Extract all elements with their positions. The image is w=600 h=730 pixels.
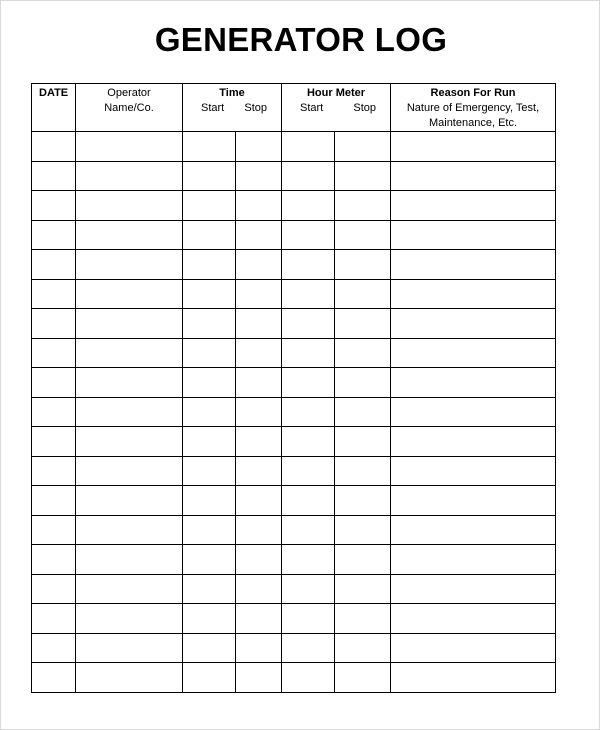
reason-cell[interactable] (391, 220, 556, 250)
time-start-cell[interactable] (183, 161, 236, 191)
header-time-label: Time (219, 87, 245, 99)
header-hour-start: Start (300, 102, 324, 114)
reason-cell[interactable] (391, 545, 556, 575)
hour-start-cell[interactable] (282, 545, 335, 575)
hour-stop-cell[interactable] (335, 486, 391, 516)
table-row (32, 161, 556, 191)
table-row (32, 338, 556, 368)
date-cell[interactable] (32, 397, 76, 427)
reason-cell[interactable] (391, 574, 556, 604)
operator-cell[interactable] (76, 397, 183, 427)
hour-stop-cell[interactable] (335, 338, 391, 368)
log-body (32, 132, 556, 693)
date-cell[interactable] (32, 338, 76, 368)
hour-stop-cell[interactable] (335, 368, 391, 398)
date-cell[interactable] (32, 250, 76, 280)
time-stop-cell[interactable] (236, 456, 282, 486)
date-cell[interactable] (32, 456, 76, 486)
header-date: DATE (32, 84, 76, 132)
operator-cell[interactable] (76, 663, 183, 693)
time-stop-cell[interactable] (236, 191, 282, 221)
date-cell[interactable] (32, 191, 76, 221)
hour-stop-cell[interactable] (335, 456, 391, 486)
hour-stop-cell[interactable] (335, 132, 391, 162)
time-start-cell[interactable] (183, 427, 236, 457)
hour-start-cell[interactable] (282, 309, 335, 339)
reason-cell[interactable] (391, 250, 556, 280)
header-hour-meter (282, 84, 391, 132)
table-row (32, 250, 556, 280)
date-cell[interactable] (32, 279, 76, 309)
operator-cell[interactable] (76, 132, 183, 162)
date-cell[interactable] (32, 161, 76, 191)
time-stop-cell[interactable] (236, 663, 282, 693)
table-header-row (32, 84, 556, 132)
time-start-cell[interactable] (183, 633, 236, 663)
hour-start-cell[interactable] (282, 663, 335, 693)
reason-cell[interactable] (391, 486, 556, 516)
header-time-start: Start (201, 102, 225, 114)
hour-stop-cell[interactable] (335, 663, 391, 693)
time-stop-cell[interactable] (236, 220, 282, 250)
hour-stop-cell[interactable] (335, 545, 391, 575)
operator-cell[interactable] (76, 220, 183, 250)
time-stop-cell[interactable] (236, 604, 282, 634)
operator-cell[interactable] (76, 279, 183, 309)
reason-cell[interactable] (391, 427, 556, 457)
header-operator-line1: Operator (107, 87, 151, 99)
time-stop-cell[interactable] (236, 515, 282, 545)
operator-cell[interactable] (76, 633, 183, 663)
operator-cell[interactable] (76, 604, 183, 634)
hour-start-cell[interactable] (282, 161, 335, 191)
operator-cell[interactable] (76, 368, 183, 398)
table-row (32, 397, 556, 427)
time-stop-cell[interactable] (236, 427, 282, 457)
time-start-cell[interactable] (183, 279, 236, 309)
table-row (32, 279, 556, 309)
operator-cell[interactable] (76, 456, 183, 486)
date-cell[interactable] (32, 574, 76, 604)
reason-cell[interactable] (391, 161, 556, 191)
reason-cell[interactable] (391, 663, 556, 693)
reason-cell[interactable] (391, 456, 556, 486)
header-reason-label: Reason For Run (430, 87, 516, 99)
hour-stop-cell[interactable] (335, 515, 391, 545)
time-start-cell[interactable] (183, 663, 236, 693)
time-stop-cell[interactable] (236, 574, 282, 604)
date-cell[interactable] (32, 220, 76, 250)
hour-start-cell[interactable] (282, 633, 335, 663)
table-row (32, 486, 556, 516)
operator-cell[interactable] (76, 486, 183, 516)
time-stop-cell[interactable] (236, 633, 282, 663)
hour-stop-cell[interactable] (335, 574, 391, 604)
date-cell[interactable] (32, 132, 76, 162)
table-row (32, 456, 556, 486)
hour-start-cell[interactable] (282, 250, 335, 280)
date-cell[interactable] (32, 427, 76, 457)
hour-start-cell[interactable] (282, 486, 335, 516)
time-start-cell[interactable] (183, 250, 236, 280)
reason-cell[interactable] (391, 397, 556, 427)
time-start-cell[interactable] (183, 545, 236, 575)
date-cell[interactable] (32, 545, 76, 575)
header-reason (391, 84, 556, 132)
operator-cell[interactable] (76, 545, 183, 575)
time-stop-cell[interactable] (236, 397, 282, 427)
hour-stop-cell[interactable] (335, 604, 391, 634)
time-start-cell[interactable] (183, 574, 236, 604)
date-cell[interactable] (32, 515, 76, 545)
hour-start-cell[interactable] (282, 279, 335, 309)
date-cell[interactable] (32, 309, 76, 339)
hour-stop-cell[interactable] (335, 279, 391, 309)
table-row (32, 309, 556, 339)
reason-cell[interactable] (391, 132, 556, 162)
operator-cell[interactable] (76, 250, 183, 280)
time-start-cell[interactable] (183, 338, 236, 368)
date-cell[interactable] (32, 663, 76, 693)
table-row (32, 663, 556, 693)
time-stop-cell[interactable] (236, 338, 282, 368)
table-row (32, 633, 556, 663)
time-start-cell[interactable] (183, 368, 236, 398)
reason-cell[interactable] (391, 338, 556, 368)
header-time (183, 84, 282, 132)
header-reason-line3: Maintenance, Etc. (428, 117, 518, 129)
hour-start-cell[interactable] (282, 397, 335, 427)
time-start-cell[interactable] (183, 132, 236, 162)
hour-start-cell[interactable] (282, 368, 335, 398)
date-cell[interactable] (32, 604, 76, 634)
operator-cell[interactable] (76, 338, 183, 368)
operator-cell[interactable] (76, 427, 183, 457)
hour-start-cell[interactable] (282, 604, 335, 634)
reason-cell[interactable] (391, 279, 556, 309)
header-time-stop: Stop (244, 102, 267, 114)
table-row (32, 220, 556, 250)
hour-start-cell[interactable] (282, 574, 335, 604)
reason-cell[interactable] (391, 633, 556, 663)
time-start-cell[interactable] (183, 397, 236, 427)
time-stop-cell[interactable] (236, 132, 282, 162)
table-row (32, 191, 556, 221)
time-stop-cell[interactable] (236, 486, 282, 516)
hour-stop-cell[interactable] (335, 427, 391, 457)
date-cell[interactable] (32, 633, 76, 663)
table-row (32, 515, 556, 545)
table-row (32, 132, 556, 162)
header-operator (76, 84, 183, 132)
hour-stop-cell[interactable] (335, 250, 391, 280)
operator-cell[interactable] (76, 309, 183, 339)
header-reason-line2: Nature of Emergency, Test, (406, 102, 540, 114)
reason-cell[interactable] (391, 604, 556, 634)
reason-cell[interactable] (391, 515, 556, 545)
table-row (32, 427, 556, 457)
time-stop-cell[interactable] (236, 279, 282, 309)
hour-stop-cell[interactable] (335, 220, 391, 250)
header-operator-line2: Name/Co. (104, 102, 154, 114)
time-stop-cell[interactable] (236, 250, 282, 280)
time-start-cell[interactable] (183, 456, 236, 486)
time-start-cell[interactable] (183, 191, 236, 221)
time-start-cell[interactable] (183, 309, 236, 339)
time-start-cell[interactable] (183, 515, 236, 545)
hour-stop-cell[interactable] (335, 633, 391, 663)
time-stop-cell[interactable] (236, 545, 282, 575)
hour-start-cell[interactable] (282, 427, 335, 457)
time-stop-cell[interactable] (236, 368, 282, 398)
hour-stop-cell[interactable] (335, 309, 391, 339)
generator-log-table (31, 83, 556, 693)
time-start-cell[interactable] (183, 604, 236, 634)
table-row (32, 368, 556, 398)
hour-start-cell[interactable] (282, 338, 335, 368)
time-start-cell[interactable] (183, 486, 236, 516)
hour-stop-cell[interactable] (335, 191, 391, 221)
table-row (32, 574, 556, 604)
header-hour-meter-label: Hour Meter (306, 87, 366, 99)
hour-start-cell[interactable] (282, 515, 335, 545)
hour-start-cell[interactable] (282, 456, 335, 486)
hour-start-cell[interactable] (282, 132, 335, 162)
date-cell[interactable] (32, 368, 76, 398)
operator-cell[interactable] (76, 574, 183, 604)
hour-stop-cell[interactable] (335, 397, 391, 427)
hour-start-cell[interactable] (282, 220, 335, 250)
operator-cell[interactable] (76, 161, 183, 191)
time-stop-cell[interactable] (236, 309, 282, 339)
table-row (32, 545, 556, 575)
time-stop-cell[interactable] (236, 161, 282, 191)
date-cell[interactable] (32, 486, 76, 516)
hour-start-cell[interactable] (282, 191, 335, 221)
time-start-cell[interactable] (183, 220, 236, 250)
operator-cell[interactable] (76, 191, 183, 221)
reason-cell[interactable] (391, 191, 556, 221)
page-title: GENERATOR LOG (154, 21, 448, 58)
header-hour-stop: Stop (353, 102, 376, 114)
hour-stop-cell[interactable] (335, 161, 391, 191)
operator-cell[interactable] (76, 515, 183, 545)
reason-cell[interactable] (391, 309, 556, 339)
table-row (32, 604, 556, 634)
reason-cell[interactable] (391, 368, 556, 398)
